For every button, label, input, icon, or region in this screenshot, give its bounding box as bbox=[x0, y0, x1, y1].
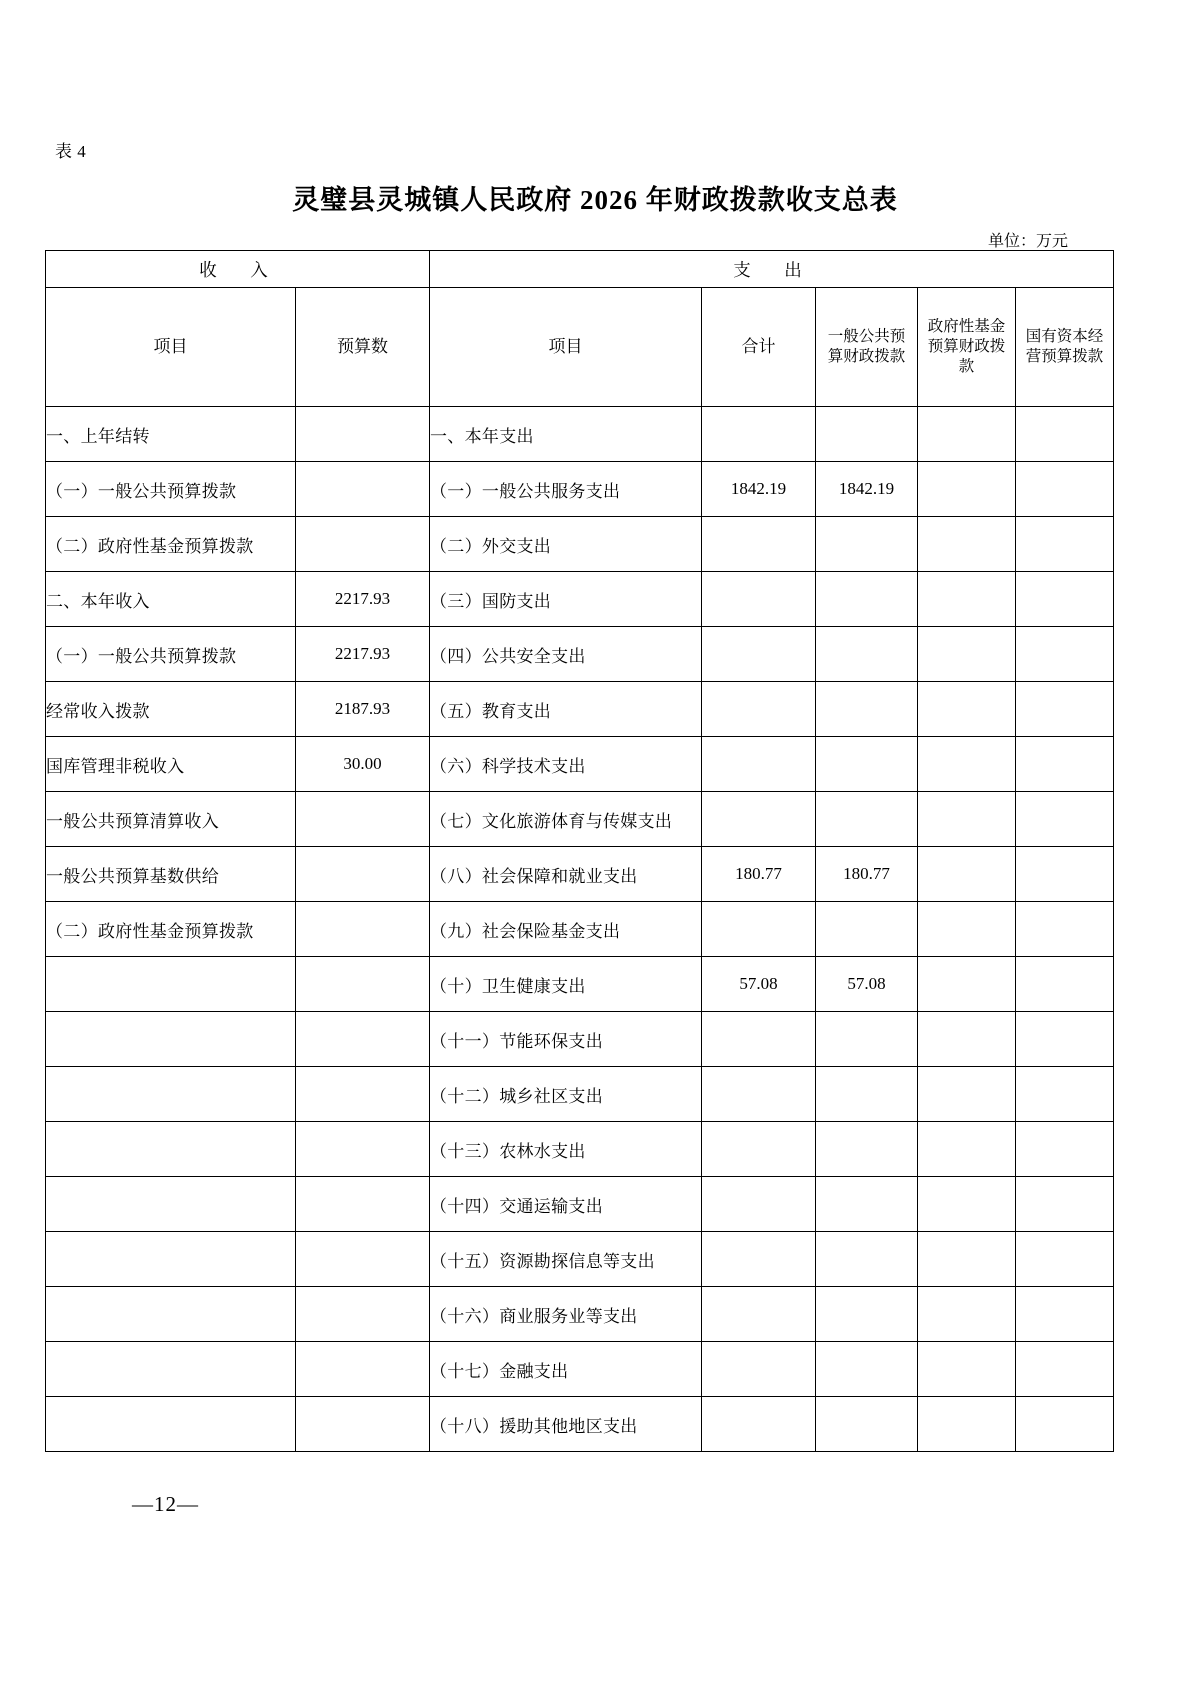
table-row bbox=[46, 462, 1114, 517]
cell-expenditure-total bbox=[702, 627, 816, 682]
cell-expenditure-total: 57.08 bbox=[702, 957, 816, 1012]
cell-income-item: （二）政府性基金预算拨款 bbox=[46, 517, 296, 572]
cell-general-public-budget bbox=[816, 1397, 918, 1452]
cell-expenditure-item: （六）科学技术支出 bbox=[430, 737, 702, 792]
cell-general-public-budget bbox=[816, 1067, 918, 1122]
cell-income-budget bbox=[296, 1012, 430, 1067]
cell-general-public-budget bbox=[816, 682, 918, 737]
cell-income-budget bbox=[296, 957, 430, 1012]
table-row bbox=[46, 1067, 1114, 1122]
cell-income-budget bbox=[296, 1067, 430, 1122]
cell-general-public-budget bbox=[816, 1177, 918, 1232]
cell-income-budget bbox=[296, 1177, 430, 1232]
table-row bbox=[46, 1122, 1114, 1177]
cell-income-budget bbox=[296, 462, 430, 517]
cell-general-public-budget bbox=[816, 1287, 918, 1342]
cell-expenditure-total bbox=[702, 1122, 816, 1177]
table-row bbox=[46, 1397, 1114, 1452]
table-row bbox=[46, 792, 1114, 847]
cell-general-public-budget bbox=[816, 1122, 918, 1177]
cell-state-capital-budget bbox=[1016, 847, 1114, 902]
page-number: —12— bbox=[132, 1492, 199, 1516]
cell-income-budget bbox=[296, 1342, 430, 1397]
column-header-income-budget: 预算数 bbox=[296, 288, 430, 407]
table-group-header-row bbox=[46, 251, 1114, 288]
table-row bbox=[46, 682, 1114, 737]
cell-expenditure-total bbox=[702, 737, 816, 792]
cell-income-budget bbox=[296, 792, 430, 847]
cell-expenditure-total bbox=[702, 1342, 816, 1397]
cell-expenditure-total bbox=[702, 1012, 816, 1067]
cell-income-budget bbox=[296, 1397, 430, 1452]
cell-state-capital-budget bbox=[1016, 1067, 1114, 1122]
cell-income-budget: 2217.93 bbox=[296, 627, 430, 682]
cell-general-public-budget bbox=[816, 572, 918, 627]
table-column-header-row bbox=[46, 288, 1114, 407]
cell-expenditure-total bbox=[702, 1177, 816, 1232]
table-row bbox=[46, 407, 1114, 462]
cell-expenditure-total bbox=[702, 1397, 816, 1452]
unit-note: 单位：万元 bbox=[987, 233, 1068, 250]
cell-general-public-budget bbox=[816, 407, 918, 462]
cell-expenditure-item: （十六）商业服务业等支出 bbox=[430, 1287, 702, 1342]
cell-expenditure-item: （一）一般公共服务支出 bbox=[430, 462, 702, 517]
cell-expenditure-total bbox=[702, 682, 816, 737]
cell-state-capital-budget bbox=[1016, 792, 1114, 847]
cell-state-capital-budget bbox=[1016, 517, 1114, 572]
cell-general-public-budget bbox=[816, 517, 918, 572]
cell-expenditure-total bbox=[702, 902, 816, 957]
cell-state-capital-budget bbox=[1016, 1397, 1114, 1452]
cell-income-budget bbox=[296, 902, 430, 957]
cell-state-capital-budget bbox=[1016, 1232, 1114, 1287]
column-header-general-public-budget: 一般公共预算财政拨款 bbox=[816, 288, 918, 407]
cell-general-public-budget bbox=[816, 902, 918, 957]
cell-expenditure-item: （四）公共安全支出 bbox=[430, 627, 702, 682]
cell-gov-fund-budget bbox=[918, 1397, 1016, 1452]
cell-state-capital-budget bbox=[1016, 902, 1114, 957]
cell-expenditure-item: （十七）金融支出 bbox=[430, 1342, 702, 1397]
expenditure-group-header: 支 出 bbox=[430, 251, 1114, 288]
cell-general-public-budget: 180.77 bbox=[816, 847, 918, 902]
cell-income-item bbox=[46, 1397, 296, 1452]
cell-expenditure-total bbox=[702, 792, 816, 847]
column-header-exp-total: 合计 bbox=[702, 288, 816, 407]
cell-expenditure-total: 1842.19 bbox=[702, 462, 816, 517]
column-header-gov-fund-budget: 政府性基金预算财政拨款 bbox=[918, 288, 1016, 407]
cell-state-capital-budget bbox=[1016, 1177, 1114, 1232]
cell-state-capital-budget bbox=[1016, 1122, 1114, 1177]
cell-income-budget bbox=[296, 1287, 430, 1342]
cell-state-capital-budget bbox=[1016, 1012, 1114, 1067]
table-row bbox=[46, 902, 1114, 957]
cell-expenditure-item: （三）国防支出 bbox=[430, 572, 702, 627]
cell-expenditure-item: （十）卫生健康支出 bbox=[430, 957, 702, 1012]
cell-gov-fund-budget bbox=[918, 1342, 1016, 1397]
cell-expenditure-item: （十八）援助其他地区支出 bbox=[430, 1397, 702, 1452]
cell-general-public-budget: 57.08 bbox=[816, 957, 918, 1012]
cell-expenditure-item: （八）社会保障和就业支出 bbox=[430, 847, 702, 902]
cell-state-capital-budget bbox=[1016, 1342, 1114, 1397]
cell-expenditure-total bbox=[702, 517, 816, 572]
cell-general-public-budget bbox=[816, 792, 918, 847]
cell-income-item: 一、上年结转 bbox=[46, 407, 296, 462]
cell-state-capital-budget bbox=[1016, 737, 1114, 792]
cell-expenditure-total bbox=[702, 1287, 816, 1342]
cell-income-budget: 2217.93 bbox=[296, 572, 430, 627]
cell-income-item: （二）政府性基金预算拨款 bbox=[46, 902, 296, 957]
table-row bbox=[46, 572, 1114, 627]
table-row bbox=[46, 1012, 1114, 1067]
cell-income-item: 二、本年收入 bbox=[46, 572, 296, 627]
cell-income-item: 国库管理非税收入 bbox=[46, 737, 296, 792]
cell-expenditure-item: （二）外交支出 bbox=[430, 517, 702, 572]
cell-gov-fund-budget bbox=[918, 737, 1016, 792]
table-row bbox=[46, 1177, 1114, 1232]
cell-income-item bbox=[46, 1067, 296, 1122]
cell-income-item: 经常收入拨款 bbox=[46, 682, 296, 737]
column-header-exp-item: 项目 bbox=[430, 288, 702, 407]
cell-income-item bbox=[46, 1012, 296, 1067]
cell-general-public-budget bbox=[816, 737, 918, 792]
cell-state-capital-budget bbox=[1016, 407, 1114, 462]
cell-income-budget bbox=[296, 1232, 430, 1287]
cell-gov-fund-budget bbox=[918, 1122, 1016, 1177]
table-row bbox=[46, 1232, 1114, 1287]
cell-expenditure-total bbox=[702, 1067, 816, 1122]
cell-gov-fund-budget bbox=[918, 1177, 1016, 1232]
cell-income-item bbox=[46, 1177, 296, 1232]
cell-general-public-budget bbox=[816, 1012, 918, 1067]
cell-expenditure-item: （五）教育支出 bbox=[430, 682, 702, 737]
table-row bbox=[46, 1342, 1114, 1397]
table-row bbox=[46, 627, 1114, 682]
cell-state-capital-budget bbox=[1016, 957, 1114, 1012]
cell-income-item bbox=[46, 1287, 296, 1342]
cell-expenditure-item: （十五）资源勘探信息等支出 bbox=[430, 1232, 702, 1287]
cell-expenditure-total bbox=[702, 572, 816, 627]
cell-general-public-budget bbox=[816, 1342, 918, 1397]
cell-expenditure-item: （十四）交通运输支出 bbox=[430, 1177, 702, 1232]
cell-gov-fund-budget bbox=[918, 1232, 1016, 1287]
cell-state-capital-budget bbox=[1016, 627, 1114, 682]
cell-gov-fund-budget bbox=[918, 957, 1016, 1012]
cell-expenditure-item: 一、本年支出 bbox=[430, 407, 702, 462]
cell-gov-fund-budget bbox=[918, 627, 1016, 682]
cell-income-item bbox=[46, 1232, 296, 1287]
cell-income-budget bbox=[296, 1122, 430, 1177]
cell-state-capital-budget bbox=[1016, 1287, 1114, 1342]
cell-income-budget bbox=[296, 517, 430, 572]
cell-income-item: 一般公共预算基数供给 bbox=[46, 847, 296, 902]
cell-gov-fund-budget bbox=[918, 462, 1016, 517]
cell-gov-fund-budget bbox=[918, 847, 1016, 902]
cell-gov-fund-budget bbox=[918, 792, 1016, 847]
cell-expenditure-item: （十三）农林水支出 bbox=[430, 1122, 702, 1177]
table-label: 表 4 bbox=[55, 142, 87, 161]
cell-gov-fund-budget bbox=[918, 407, 1016, 462]
table-row bbox=[46, 517, 1114, 572]
cell-gov-fund-budget bbox=[918, 1287, 1016, 1342]
cell-gov-fund-budget bbox=[918, 1012, 1016, 1067]
cell-expenditure-total: 180.77 bbox=[702, 847, 816, 902]
cell-gov-fund-budget bbox=[918, 1067, 1016, 1122]
cell-expenditure-item: （十二）城乡社区支出 bbox=[430, 1067, 702, 1122]
cell-income-budget bbox=[296, 407, 430, 462]
budget-table bbox=[45, 250, 1114, 1452]
income-group-header: 收 入 bbox=[46, 251, 430, 288]
cell-income-item: （一）一般公共预算拨款 bbox=[46, 627, 296, 682]
table-row bbox=[46, 1287, 1114, 1342]
cell-expenditure-total bbox=[702, 1232, 816, 1287]
column-header-income-item: 项目 bbox=[46, 288, 296, 407]
cell-general-public-budget: 1842.19 bbox=[816, 462, 918, 517]
cell-expenditure-item: （九）社会保险基金支出 bbox=[430, 902, 702, 957]
cell-income-budget: 2187.93 bbox=[296, 682, 430, 737]
cell-income-budget bbox=[296, 847, 430, 902]
table-row bbox=[46, 957, 1114, 1012]
cell-expenditure-total bbox=[702, 407, 816, 462]
page-title: 灵璧县灵城镇人民政府 2026 年财政拨款收支总表 bbox=[292, 185, 898, 215]
cell-state-capital-budget bbox=[1016, 572, 1114, 627]
cell-gov-fund-budget bbox=[918, 902, 1016, 957]
cell-expenditure-item: （十一）节能环保支出 bbox=[430, 1012, 702, 1067]
column-header-state-capital-budget: 国有资本经营预算拨款 bbox=[1016, 288, 1114, 407]
cell-expenditure-item: （七）文化旅游体育与传媒支出 bbox=[430, 792, 702, 847]
cell-income-item bbox=[46, 1122, 296, 1177]
cell-income-budget: 30.00 bbox=[296, 737, 430, 792]
cell-income-item: （一）一般公共预算拨款 bbox=[46, 462, 296, 517]
cell-state-capital-budget bbox=[1016, 462, 1114, 517]
cell-general-public-budget bbox=[816, 627, 918, 682]
cell-gov-fund-budget bbox=[918, 682, 1016, 737]
cell-income-item bbox=[46, 1342, 296, 1397]
cell-gov-fund-budget bbox=[918, 517, 1016, 572]
cell-income-item bbox=[46, 957, 296, 1012]
cell-state-capital-budget bbox=[1016, 682, 1114, 737]
cell-general-public-budget bbox=[816, 1232, 918, 1287]
table-row bbox=[46, 847, 1114, 902]
cell-income-item: 一般公共预算清算收入 bbox=[46, 792, 296, 847]
cell-gov-fund-budget bbox=[918, 572, 1016, 627]
table-row bbox=[46, 737, 1114, 792]
